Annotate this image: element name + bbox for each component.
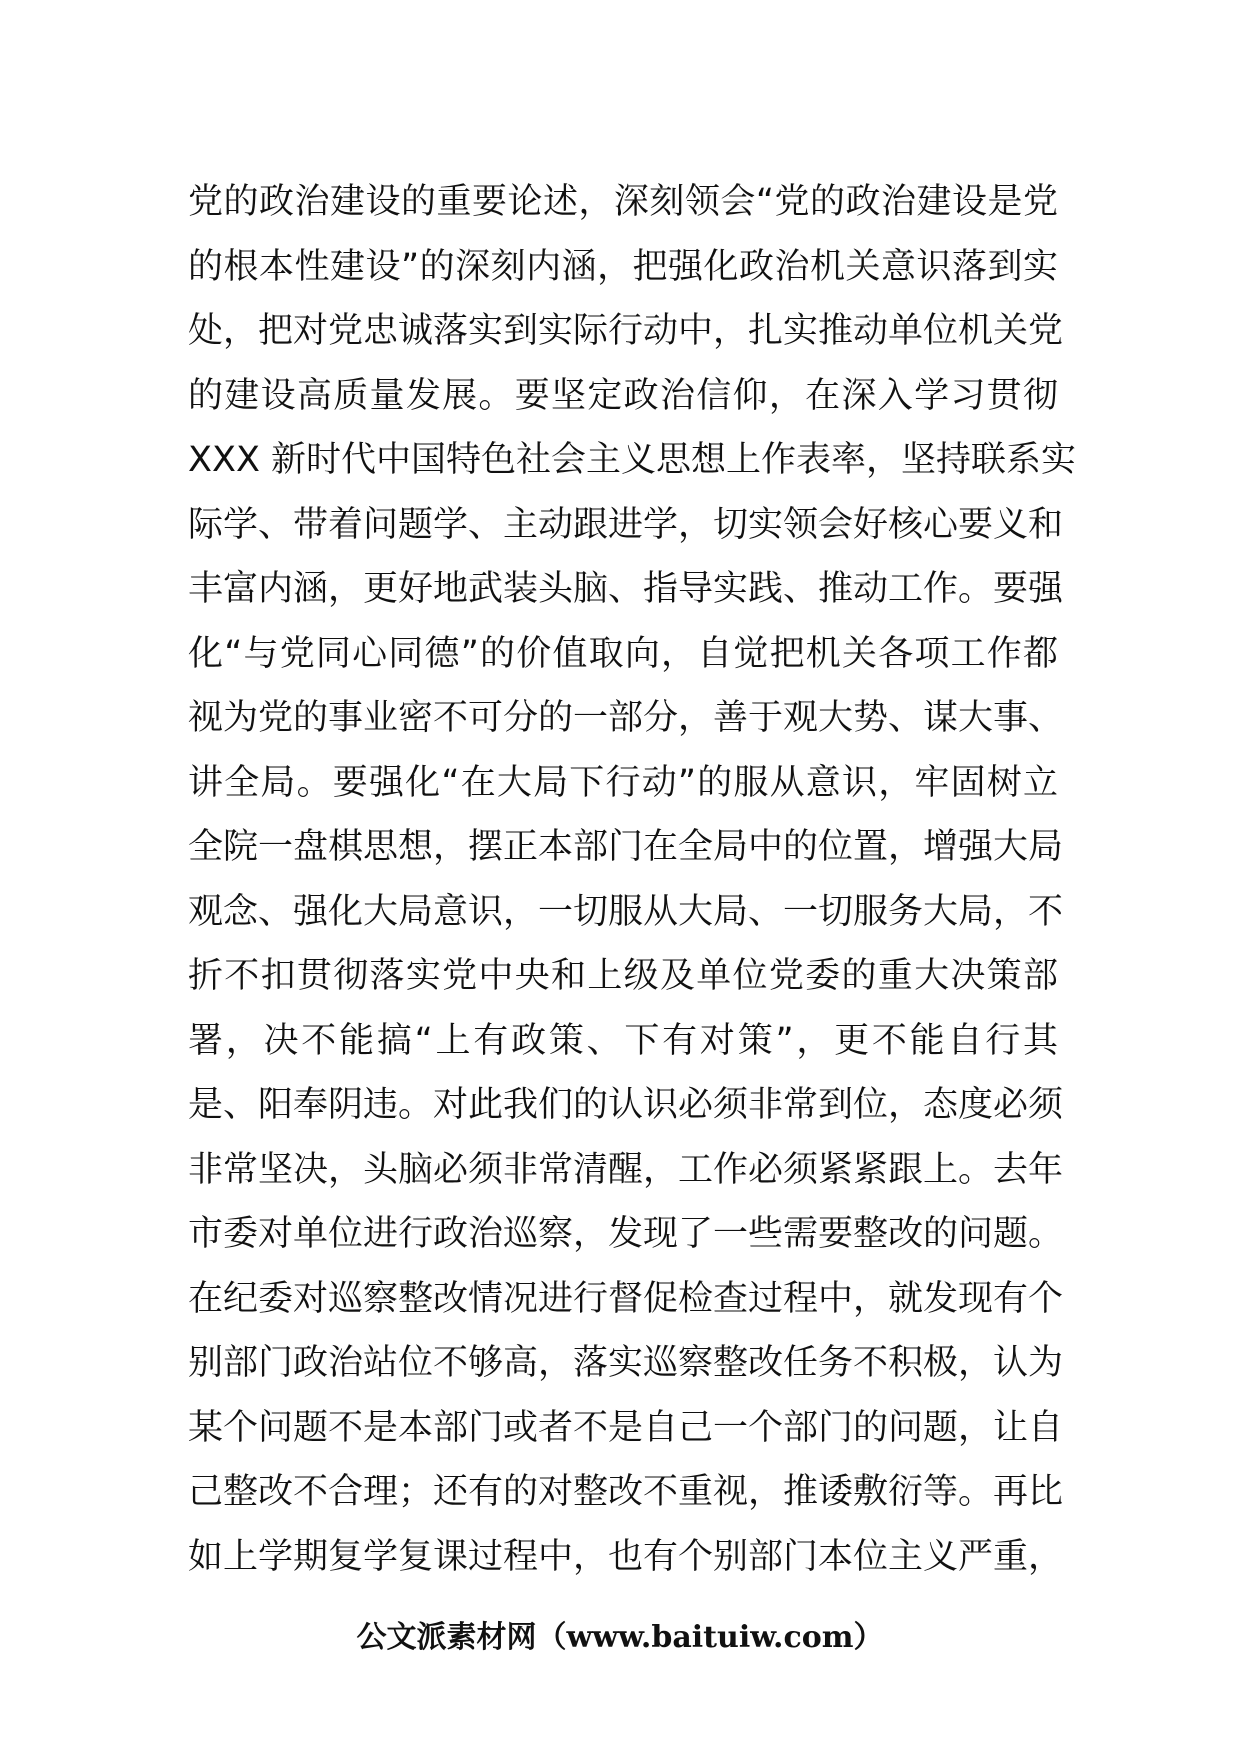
text-line: 际学、带着问题学、主动跟进学，切实领会好核心要义和 <box>188 504 1064 545</box>
text-line: 讲全局。要强化“在大局下行动”的服从意识，牢固树立 <box>188 762 1058 803</box>
text-line: 非常坚决，头脑必须非常清醒，工作必须紧紧跟上。去年 <box>188 1149 1064 1190</box>
page-footer: 公文派素材网（www.baituiw.com） <box>356 1620 884 1655</box>
text-line: 视为党的事业密不可分的一部分，善于观大势、谋大事、 <box>188 698 1064 738</box>
text-line: 的建设高质量发展。要坚定政治信仰，在深入学习贯彻 <box>188 375 1058 416</box>
text-line: 如上学期复学复课过程中，也有个别部门本位主义严重， <box>188 1536 1064 1577</box>
text-line: 丰富内涵，更好地武装头脑、指导实践、推动工作。要强 <box>188 569 1064 609</box>
text-line: 党的政治建设的重要论述，深刻领会“党的政治建设是党 <box>188 182 1058 222</box>
text-line: 化“与党同心同德”的价值取向，自觉把机关各项工作都 <box>188 633 1058 674</box>
text-line: 折不扣贯彻落实党中央和上级及单位党委的重大决策部 <box>188 956 1058 996</box>
text-line: XXX 新时代中国特色社会主义思想上作表率，坚持联系实 <box>188 440 1077 480</box>
body-paragraph <box>188 170 1077 1589</box>
text-line: 全院一盘棋思想，摆正本部门在全局中的位置，增强大局 <box>188 827 1064 867</box>
text-line: 某个问题不是本部门或者不是自己一个部门的问题，让自 <box>188 1407 1064 1448</box>
text-line: 市委对单位进行政治巡察，发现了一些需要整改的问题。 <box>188 1214 1064 1254</box>
text-line: 观念、强化大局意识，一切服从大局、一切服务大局，不 <box>188 891 1064 932</box>
text-line: 在纪委对巡察整改情况进行督促检查过程中，就发现有个 <box>188 1278 1064 1319</box>
text-line: 的根本性建设”的深刻内涵，把强化政治机关意识落到实 <box>188 246 1058 287</box>
text-line: 署，决不能搞“上有政策、下有对策”，更不能自行其 <box>188 1020 1058 1061</box>
text-line: 处，把对党忠诚落实到实际行动中，扎实推动单位机关党 <box>188 311 1064 351</box>
text-line: 别部门政治站位不够高，落实巡察整改任务不积极，认为 <box>188 1343 1064 1383</box>
text-line: 己整改不合理；还有的对整改不重视，推诿敷衍等。再比 <box>188 1472 1064 1512</box>
text-line: 是、阳奉阴违。对此我们的认识必须非常到位，态度必须 <box>188 1085 1064 1125</box>
